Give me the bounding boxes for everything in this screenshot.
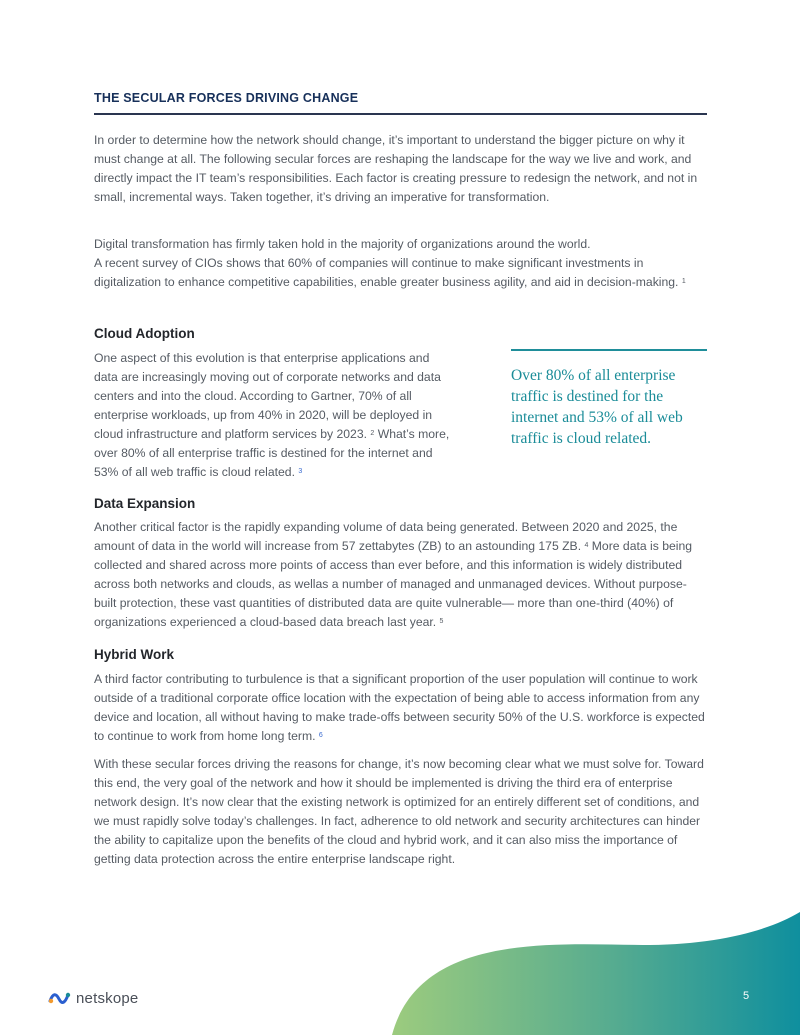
footnote-ref-2: 2: [370, 430, 375, 437]
footnote-ref-4: 4: [584, 542, 589, 549]
footnote-ref-5: 5: [439, 618, 444, 625]
cloud-adoption-text-b: What’s more, over 80% of all enterprise traffic is destined for the internet and 53% of all web traffic is cloud related.: [94, 427, 450, 479]
hybrid-work-paragraph: [94, 670, 709, 746]
cloud-adoption-paragraph: [94, 349, 454, 482]
netskope-mark-icon: [48, 991, 72, 1005]
page-number: 5: [743, 990, 750, 1002]
footnote-ref-3[interactable]: 3: [298, 468, 303, 475]
closing-paragraph: With these secular forces driving the reasons for change, it’s now becoming clear what we must solve for. Toward this end, the very goal of the network and how it should be implemented is driving the third era of enterprise network design. It’s now clear that the existing network is optimized for an entirely different set of conditions, and we must rapidly solve today’s challenges. In fact, adherence to old network and security architectures can hinder the ability to capitalize upon the benefits of the cloud and hybrid work, and it can also miss the importance of getting data protection across the entire enterprise landscape right.: [94, 757, 704, 866]
cloud-adoption-text-a: One aspect of this evolution is that enterprise applications and data are increasingly moving out of corporate networks and data centers and into the cloud. According to Gartner, 70% of all enterprise workloads, up from 40% in 2020, will be deployed in cloud infrastructure and platform services by 2023.: [94, 351, 441, 441]
hybrid-work-text: A third factor contributing to turbulence is that a significant proportion of the user population will continue to work outside of a traditional corporate office location with the expectation of being able to access information from any device and location, all without having to make trade-offs between security 50% of the U.S. workforce is expected to continue to work from home long term.: [94, 672, 705, 743]
logo-wordmark: netskope: [76, 989, 139, 1007]
data-expansion-text-a: Another critical factor is the rapidly expanding volume of data being generated. Between 2020 and 2025, the amount of data in the world will increase from 57 zettabytes (ZB) to an astounding 175 ZB.: [94, 520, 678, 553]
pull-quote-callout: Over 80% of all enterprise traffic is destined for the internet and 53% of all web traffic is cloud related.: [511, 367, 683, 447]
intro-paragraph-2-rest: A recent survey of CIOs shows that 60% of companies will continue to make significant investments in digitalization to enhance competitive capabilities, enable greater business agility, and aid in decision-making.: [94, 256, 679, 289]
intro-paragraph-2: [94, 235, 709, 292]
footnote-ref-6[interactable]: 6: [318, 732, 323, 739]
data-expansion-paragraph: [94, 518, 709, 632]
netskope-logo: [48, 988, 138, 1008]
title-divider: [94, 113, 707, 115]
intro-paragraph-1: In order to determine how the network should change, it’s important to understand the bigger picture on why it must change at all. The following secular forces are reshaping the landscape for the way we live and work, and directly impact the IT team’s responsibilities. Each factor is creating pressure to redesign the network, and not in small, incremental ways. Taken together, it’s driving an imperative for transformation.: [94, 133, 698, 204]
heading-data-expansion: Data Expansion: [94, 496, 196, 511]
intro-paragraph-2-line1: Digital transformation has firmly taken hold in the majority of organizations around the world.: [94, 237, 591, 251]
heading-cloud-adoption: Cloud Adoption: [94, 326, 195, 341]
section-title: THE SECULAR FORCES DRIVING CHANGE: [94, 91, 359, 105]
data-expansion-text-b: More data is being collected and shared across more points of access than ever before, and this information is widely distributed across both networks and clouds, as wellas a number of managed and unmanaged devices. Without purpose-built protection, these vast quantities of distributed data are quite vulnerable— more than one-third (40%) of organizations experienced a cloud-based data breach last year.: [94, 539, 693, 629]
footnote-ref-1: 1: [681, 278, 686, 285]
heading-hybrid-work: Hybrid Work: [94, 647, 175, 662]
callout-divider: [511, 349, 707, 351]
